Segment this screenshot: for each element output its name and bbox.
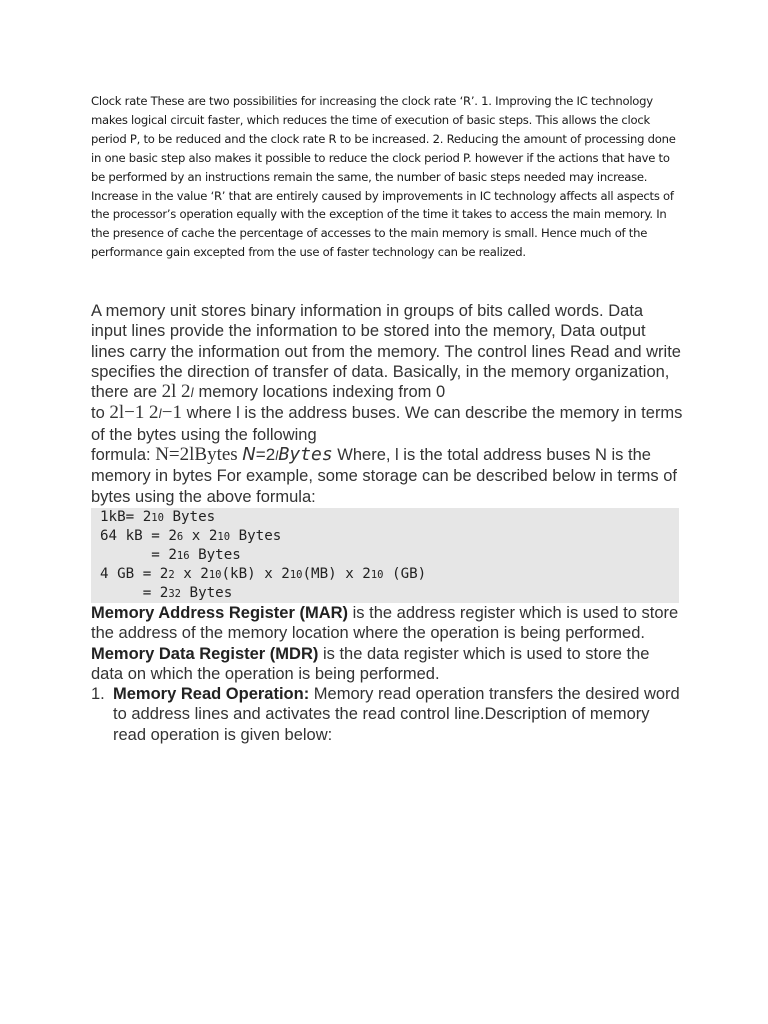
code-line-5: = 232 Bytes — [100, 584, 233, 601]
formula-math-rendered: N=2lBytes — [242, 444, 333, 466]
list-item-number: 1. — [91, 685, 105, 704]
code-line-4: 4 GB = 22 x 210(kB) x 210(MB) x 210 (GB) — [100, 565, 427, 582]
formula-word: formula: — [91, 446, 151, 465]
formula-math-plain: N=2lBytes — [155, 444, 238, 466]
mar-term: Memory Address Register (MAR) — [91, 603, 349, 622]
list-item-title: Memory Read Operation: — [113, 685, 310, 704]
mdr-description: is the data register which is used to store the data on which the operation is being performed. — [91, 644, 650, 683]
range-math-plain: 2l−1 — [109, 402, 145, 424]
memory-intro-text: A memory unit stores binary information in groups of bits called words. Data input lines provide the information to be stored into the memory, Data output lines carry the information out from the memory. The control lines Read and write specifies the direction of transfer of data. Basically, in the memory organization, there are — [91, 302, 681, 402]
to-word: to — [91, 404, 105, 423]
range-math-rendered: 2l−1 — [148, 402, 183, 424]
list-item-text: Memory read operation transfers the desired word to address lines and activates the read control line.Description of memory read operation is given below: — [113, 685, 680, 744]
registers-paragraph — [91, 603, 683, 684]
mdr-term: Memory Data Register (MDR) — [91, 644, 319, 663]
locations-math-rendered: 2l — [181, 381, 194, 403]
memory-section — [91, 301, 683, 745]
operations-list — [91, 684, 683, 745]
code-block — [91, 508, 679, 603]
code-line-1: 1kB= 210 Bytes — [100, 508, 216, 525]
code-line-3: = 216 Bytes — [100, 546, 241, 563]
code-line-2: 64 kB = 26 x 210 Bytes — [100, 527, 282, 544]
mar-description: is the address register which is used to store the address of the memory location where the operation is being performed. — [91, 603, 679, 643]
locations-text: memory locations indexing from 0 — [198, 383, 446, 402]
range-text: where l is the address buses. We can describe the memory in terms of the bytes using the following — [91, 404, 683, 444]
memory-paragraph — [91, 301, 683, 507]
locations-math-plain: 2l — [161, 381, 177, 403]
clock-rate-paragraph: Clock rate These are two possibilities for increasing the clock rate ‘R’. 1. Improving the IC technology makes logical circuit faster, which reduces the time of execution of basic steps. This allows the clock period P, to be reduced and the clock rate R to be increased. 2. Reducing the amount of processing done in one basic step also makes it possible to reduce the clock period P. however if the actions that have to be performed by an instructions remain the same, the number of basic steps needed may increase. Increase in the value ‘R’ that are entirely caused by improvements in IC technology affects all aspects of the processor’s operation equally with the exception of the time it takes to access the main memory. In the presence of cache the percentage of accesses to the main memory is small. Hence much of the performance gain excepted from the use of faster technology can be realized. — [91, 94, 676, 260]
list-item — [91, 684, 683, 745]
formula-text: Where, l is the total address buses N is the memory in bytes For example, some storage can be described below in terms of bytes using the above formula: — [91, 446, 678, 506]
